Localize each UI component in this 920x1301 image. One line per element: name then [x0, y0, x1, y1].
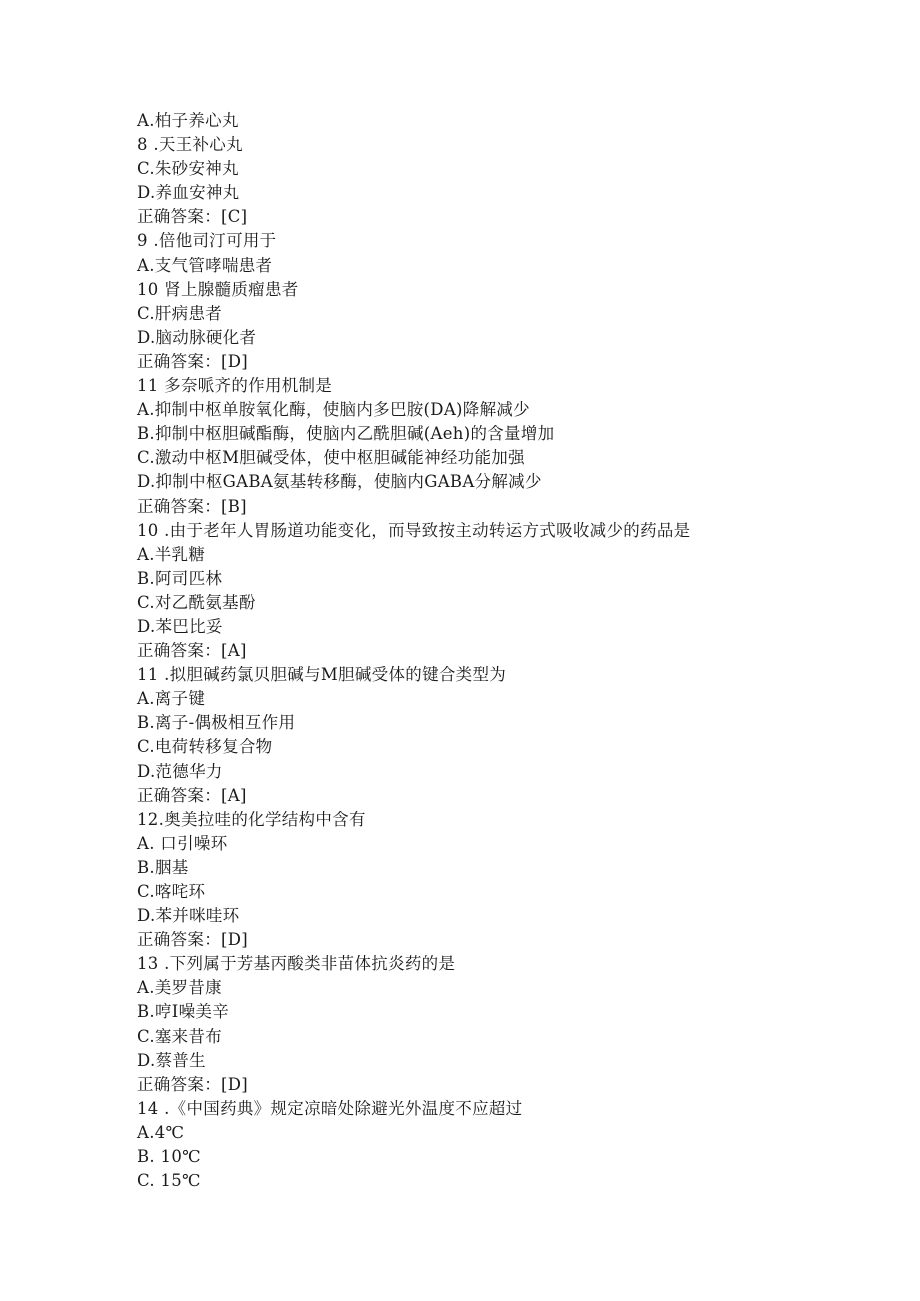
option-line: C.肝病患者: [137, 303, 223, 323]
answer-line: 正确答案：[D]: [137, 930, 249, 950]
option-line: B.哼I噪美辛: [137, 1002, 229, 1022]
answer-line: 正确答案：[B]: [137, 496, 247, 516]
option-line: D.苯巴比妥: [137, 616, 223, 636]
option-line: A.支气管哮喘患者: [137, 255, 273, 275]
answer-line: 正确答案：[C]: [137, 207, 248, 227]
option-line: B.阿司匹林: [137, 568, 223, 588]
answer-line: 正确答案：[A]: [137, 641, 247, 661]
option-line: D.养血安神丸: [137, 183, 240, 203]
option-line: B.抑制中枢胆碱酯酶，使脑内乙酰胆碱(Aeh)的含量增加: [137, 424, 555, 444]
option-line: A.抑制中枢单胺氧化酶，使脑内多巴胺(DA)降解减少: [137, 400, 530, 420]
option-line: A.柏子养心丸: [137, 111, 239, 130]
option-line: C.朱砂安神丸: [137, 159, 239, 179]
question-line: 11 .拟胆碱药氯贝胆碱与M胆碱受体的键合类型为: [137, 665, 507, 685]
question-line: 10 肾上腺髓质瘤患者: [137, 279, 299, 299]
option-line: A.4℃: [137, 1122, 185, 1142]
option-line: D.抑制中枢GABA氨基转移酶，使脑内GABA分解减少: [137, 472, 542, 492]
option-line: D.脑动脉硬化者: [137, 327, 257, 347]
answer-line: 正确答案：[D]: [137, 1074, 249, 1094]
option-line: D.范德华力: [137, 761, 223, 781]
option-line: C.塞来昔布: [137, 1026, 223, 1046]
option-line: D.苯并咪哇环: [137, 906, 240, 926]
option-line: C.对乙酰氨基酚: [137, 592, 256, 612]
question-line: 10 .由于老年人胃肠道功能变化，而导致按主动转运方式吸收减少的药品是: [137, 520, 691, 540]
question-line: 13 .下列属于芳基丙酸类非苗体抗炎药的是: [137, 954, 456, 974]
question-line: 11 多奈哌齐的作用机制是: [137, 376, 333, 396]
option-line: C.电荷转移复合物: [137, 737, 273, 757]
option-line: A.半乳糖: [137, 544, 206, 564]
question-line: 9 .倍他司汀可用于: [137, 231, 277, 251]
option-line: A.离子键: [137, 689, 206, 709]
answer-line: 正确答案：[D]: [137, 351, 249, 371]
option-line: A. 口引噪环: [137, 833, 228, 853]
option-line: C.喀咤环: [137, 882, 206, 901]
question-line: 14 .《中国药典》规定凉暗处除避光外温度不应超过: [137, 1098, 523, 1118]
option-line: D.蔡普生: [137, 1050, 206, 1070]
option-line: C. 15℃: [137, 1171, 201, 1191]
document-page: [137, 109, 877, 1193]
answer-line: 正确答案：[A]: [137, 785, 247, 805]
question-line: 12.奥美拉哇的化学结构中含有: [137, 809, 366, 829]
option-line: A.美罗昔康: [137, 978, 222, 998]
option-line: C.激动中枢M胆碱受体，使中枢胆碱能神经功能加强: [137, 448, 525, 468]
option-line: B. 10℃: [137, 1147, 201, 1167]
question-line: 8 .天王补心丸: [137, 135, 243, 155]
option-line: B.离子-偶极相互作用: [137, 713, 296, 733]
option-line: B.胭基: [137, 857, 189, 877]
